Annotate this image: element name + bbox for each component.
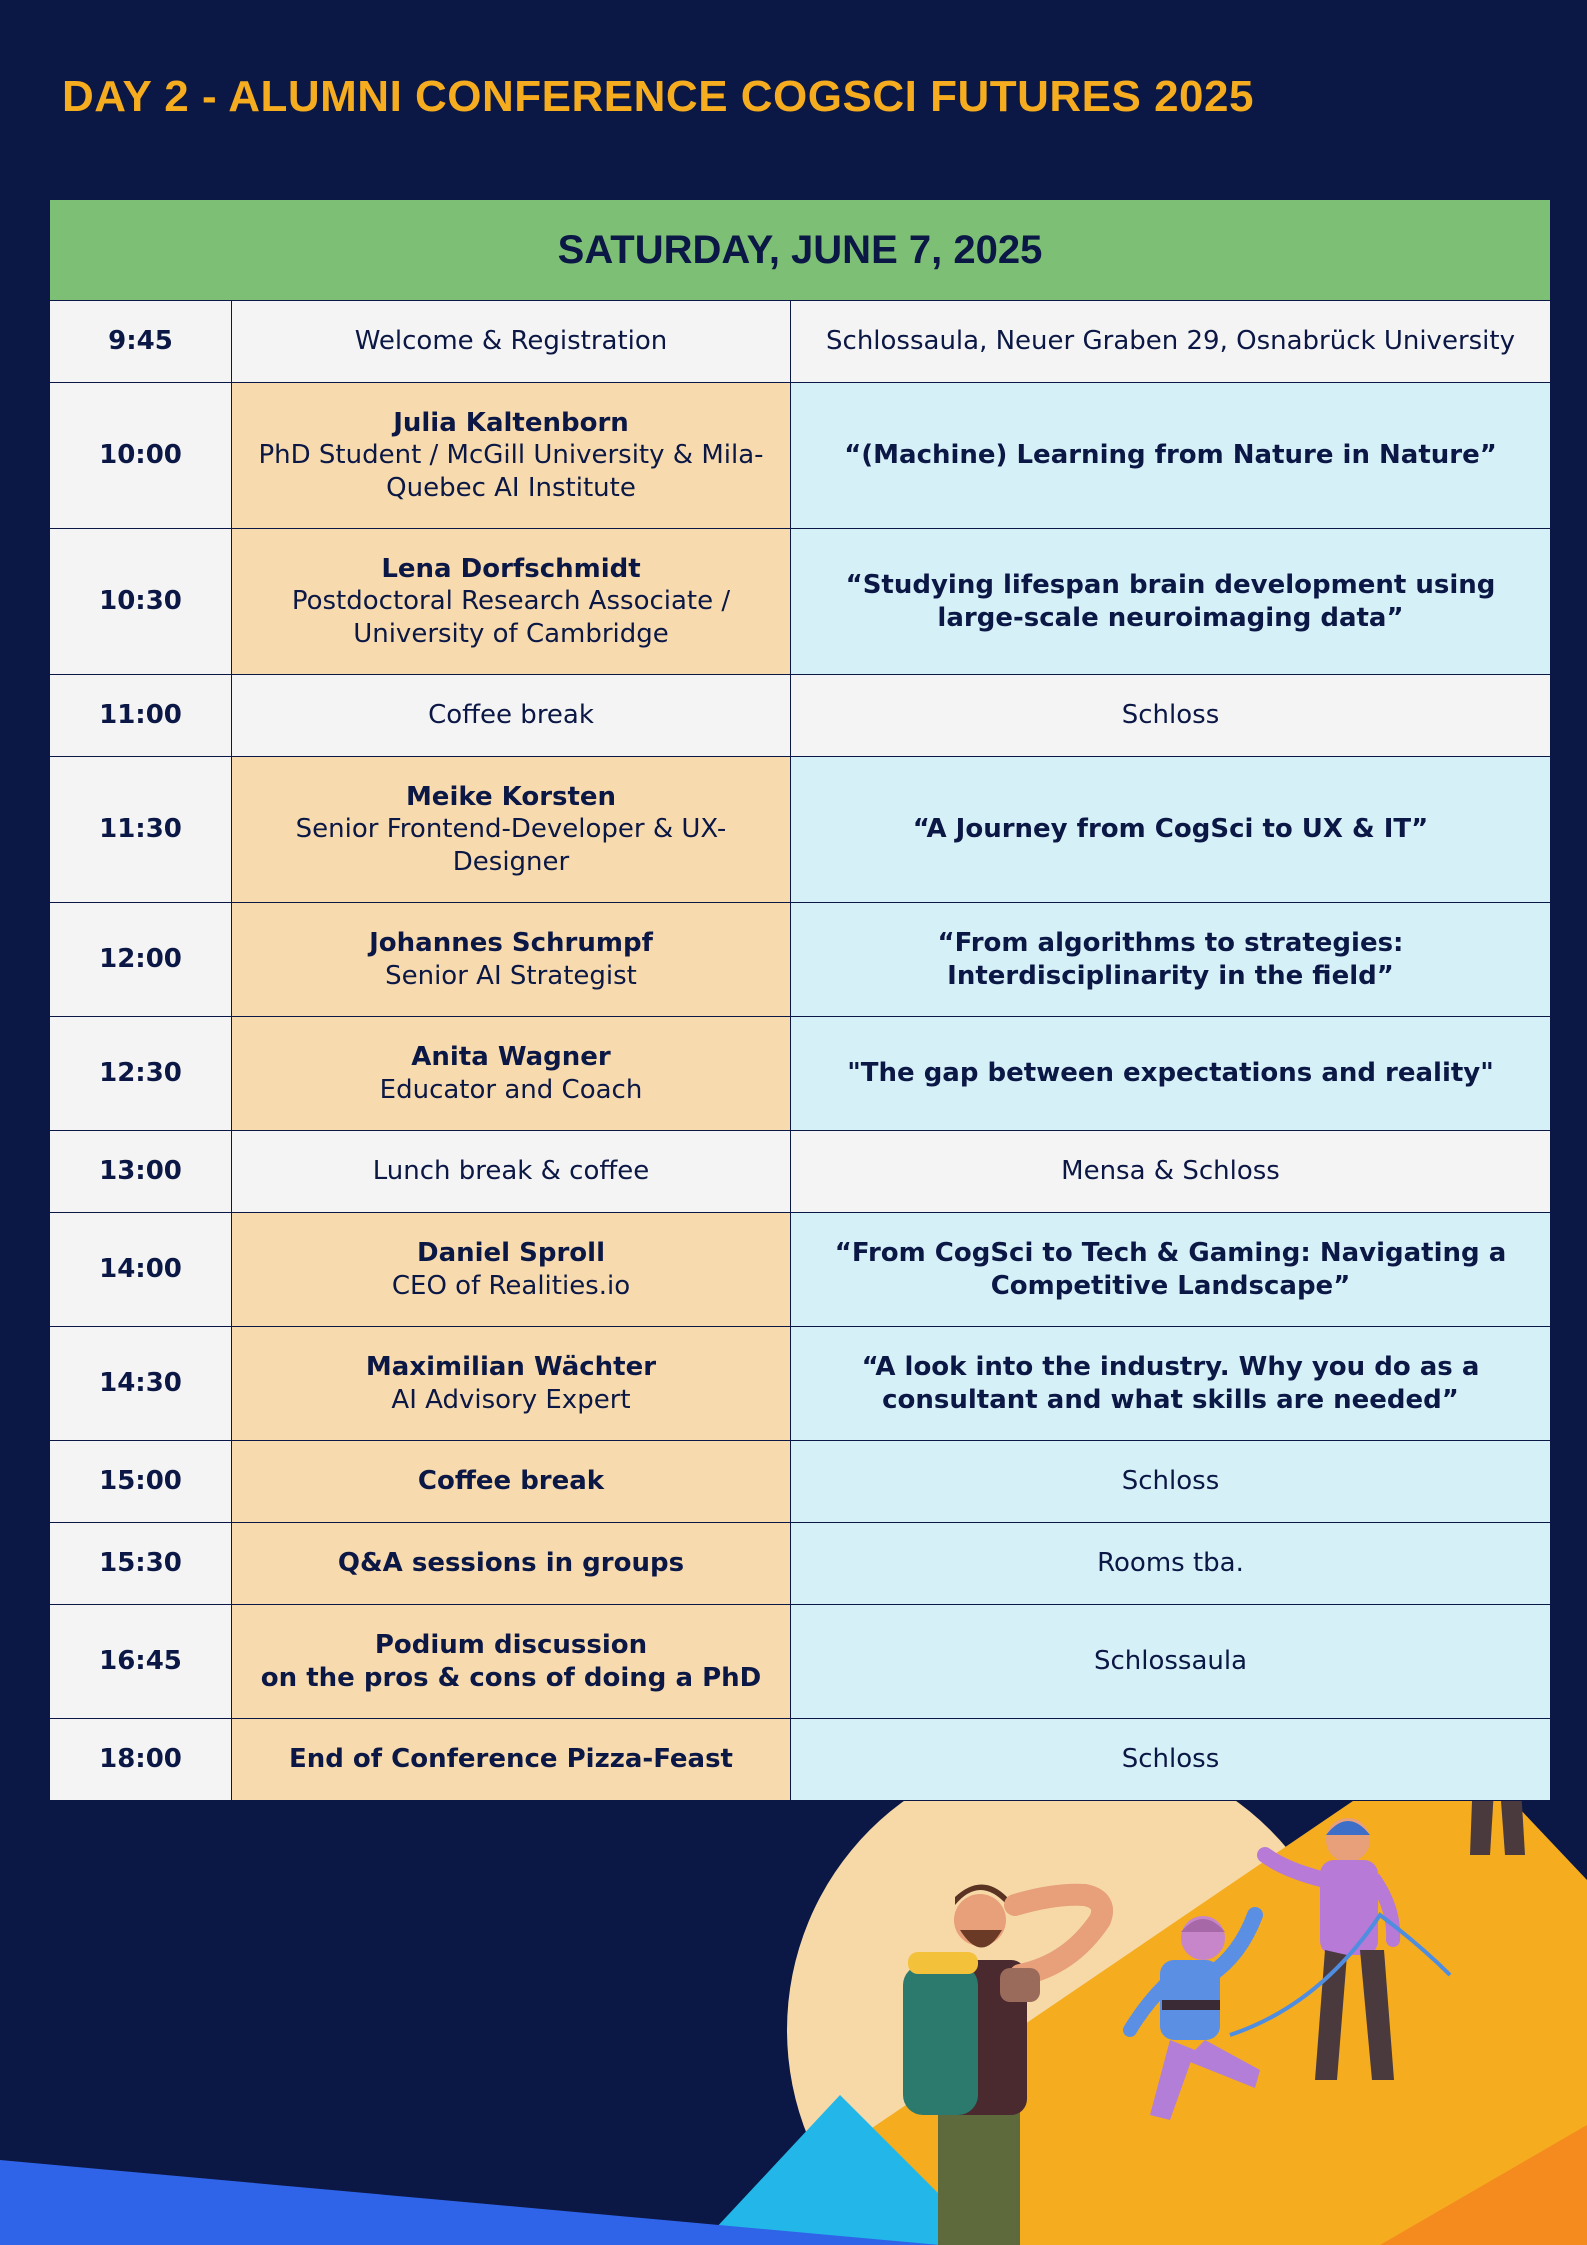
table-row — [50, 1441, 1551, 1523]
speaker-cell — [232, 1017, 791, 1131]
time-cell: 14:00 — [50, 1213, 232, 1327]
time-cell: 10:00 — [50, 383, 232, 529]
speaker-cell — [232, 383, 791, 529]
activity-cell: Lunch break & coffee — [232, 1131, 791, 1213]
time-cell: 15:00 — [50, 1441, 232, 1523]
location-cell: Schloss — [791, 675, 1551, 757]
speaker-role: PhD Student / McGill University & Mila-Quebec AI Institute — [258, 440, 764, 503]
activity-cell: Coffee break — [232, 1441, 791, 1523]
time-cell: 11:30 — [50, 757, 232, 903]
table-row — [50, 1131, 1551, 1213]
activity-cell — [232, 1605, 791, 1719]
location-cell: Mensa & Schloss — [791, 1131, 1551, 1213]
speaker-name: Lena Dorfschmidt — [381, 553, 641, 584]
location-cell: Rooms tba. — [791, 1523, 1551, 1605]
speaker-name: Daniel Sproll — [417, 1238, 605, 1268]
activity-line: Podium discussion — [374, 1630, 648, 1660]
table-row — [50, 383, 1551, 529]
table-row — [50, 529, 1551, 675]
speaker-cell — [232, 529, 791, 675]
time-cell: 16:45 — [50, 1605, 232, 1719]
time-cell: 12:00 — [50, 903, 232, 1017]
table-row — [50, 1017, 1551, 1131]
activity-cell: End of Conference Pizza-Feast — [232, 1719, 791, 1801]
speaker-name: Maximilian Wächter — [365, 1352, 657, 1382]
time-cell: 15:30 — [50, 1523, 232, 1605]
talk-title-cell: “A look into the industry. Why you do as a consultant and what skills are needed” — [791, 1327, 1551, 1441]
speaker-cell — [232, 757, 791, 903]
speaker-role: Senior AI Strategist — [385, 960, 637, 991]
speaker-name: Meike Korsten — [405, 781, 617, 812]
table-row — [50, 1719, 1551, 1801]
schedule-table — [49, 199, 1551, 1801]
time-cell: 11:00 — [50, 675, 232, 757]
table-row — [50, 757, 1551, 903]
speaker-name: Julia Kaltenborn — [393, 407, 629, 438]
activity-cell: Q&A sessions in groups — [232, 1523, 791, 1605]
table-row — [50, 1605, 1551, 1719]
speaker-name: Johannes Schrumpf — [369, 928, 653, 958]
table-row — [50, 301, 1551, 383]
day-header: SATURDAY, JUNE 7, 2025 — [50, 200, 1551, 301]
table-row — [50, 1213, 1551, 1327]
speaker-cell — [232, 1327, 791, 1441]
time-cell: 12:30 — [50, 1017, 232, 1131]
table-row — [50, 675, 1551, 757]
table-row — [50, 1523, 1551, 1605]
location-cell: Schlossaula, Neuer Graben 29, Osnabrück University — [791, 301, 1551, 383]
speaker-name: Anita Wagner — [411, 1042, 611, 1072]
talk-title-cell: “A Journey from CogSci to UX & IT” — [791, 757, 1551, 903]
speaker-cell — [232, 1213, 791, 1327]
time-cell: 9:45 — [50, 301, 232, 383]
speaker-role: Postdoctoral Research Associate / University of Cambridge — [291, 586, 731, 649]
speaker-role: CEO of Realities.io — [391, 1270, 631, 1301]
talk-title-cell: “From CogSci to Tech & Gaming: Navigating a Competitive Landscape” — [791, 1213, 1551, 1327]
time-cell: 13:00 — [50, 1131, 232, 1213]
time-cell: 14:30 — [50, 1327, 232, 1441]
talk-title-cell: “From algorithms to strategies: Interdisciplinarity in the field” — [791, 903, 1551, 1017]
speaker-role: AI Advisory Expert — [391, 1384, 631, 1415]
location-cell: Schlossaula — [791, 1605, 1551, 1719]
activity-cell: Coffee break — [232, 675, 791, 757]
time-cell: 18:00 — [50, 1719, 232, 1801]
activity-line: on the pros & cons of doing a PhD — [260, 1662, 762, 1693]
speaker-role: Senior Frontend-Developer & UX-Designer — [295, 814, 727, 877]
talk-title-cell: “(Machine) Learning from Nature in Nature” — [791, 383, 1551, 529]
table-row — [50, 903, 1551, 1017]
page-title: DAY 2 - ALUMNI CONFERENCE COGSCI FUTURES 2025 — [62, 72, 1254, 121]
activity-cell: Welcome & Registration — [232, 301, 791, 383]
speaker-role: Educator and Coach — [379, 1074, 643, 1105]
location-cell: Schloss — [791, 1719, 1551, 1801]
time-cell: 10:30 — [50, 529, 232, 675]
speaker-cell — [232, 903, 791, 1017]
location-cell: Schloss — [791, 1441, 1551, 1523]
table-row — [50, 1327, 1551, 1441]
talk-title-cell: "The gap between expectations and reality" — [791, 1017, 1551, 1131]
talk-title-cell: “Studying lifespan brain development using large-scale neuroimaging data” — [791, 529, 1551, 675]
